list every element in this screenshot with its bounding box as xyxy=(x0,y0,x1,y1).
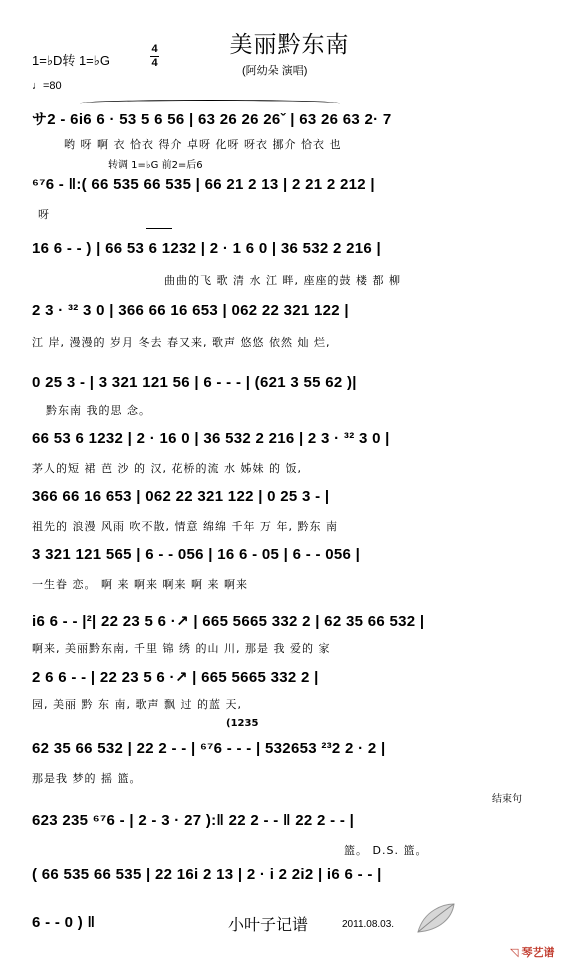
transcription-date: 2011.08.03. xyxy=(342,919,395,930)
time-signature xyxy=(150,44,159,69)
score-line-3: 16 6 - - ) | 66 53 6 1232 | 2 · 1 6 0 | 36 532 2 216 | xyxy=(32,240,382,257)
leaf-icon xyxy=(414,900,458,936)
modulation-annotation: 转调 1=♭G 前2=后6 xyxy=(108,160,203,171)
score-line-11: 62 35 66 532 | 22 2 - - | ⁶⁷6 - - - | 532653 ²³2 2 · 2 | xyxy=(32,740,386,757)
lyric-line-5: 黔东南 我的思 念。 xyxy=(46,404,151,417)
score-line-8: 3 321 121 565 | 6 - - 056 | 16 6 - 05 | 6 - - 056 | xyxy=(32,546,361,563)
watermark-text: 琴艺谱 xyxy=(521,947,555,959)
site-watermark xyxy=(510,944,555,960)
singer-credit: (阿幼朵 演唱) xyxy=(242,65,308,77)
lyric-line-12: 篮。 D.S. 篮。 xyxy=(344,844,428,857)
score-line-14: 6 - - 0 ) ‖ xyxy=(32,914,96,931)
bracket-annotation: (1235 xyxy=(226,718,259,729)
lyric-line-9: 啊来, 美丽黔东南, 千里 锦 绣 的山 川, 那是 我 爱的 家 xyxy=(32,642,331,655)
lyric-line-3: 曲曲的飞 歌 清 水 江 畔, 座座的鼓 楼 都 柳 xyxy=(164,274,401,287)
score-line-5: 0 25 3 - | 3 321 121 56 | 6 - - - | (621 3 55 62 )| xyxy=(32,374,357,391)
song-title: 美丽黔东南 xyxy=(229,32,350,58)
key-signature: 1=♭D转 1=♭G xyxy=(32,53,111,68)
lyric-line-6: 茅人的短 裙 芭 沙 的 汉, 花桥的流 水 姊妹 的 饭, xyxy=(32,462,302,475)
score-line-6: 66 53 6 1232 | 2 · 16 0 | 36 532 2 216 | 2 3 · ³² 3 0 | xyxy=(32,430,390,447)
score-line-9: i6 6 - - |²| 22 23 5 6 ·↗ | 665 5665 332 2 | 62 35 66 532 | xyxy=(32,613,425,630)
score-line-12: 623 235 ⁶⁷6 - | 2 - 3 · 27 ):‖ 22 2 - - ‖ 22 2 - - | xyxy=(32,812,355,829)
score-line-4: 2 3 · ³² 3 0 | 366 66 16 653 | 062 22 321 122 | xyxy=(32,302,349,319)
lyric-line-7: 祖先的 浪漫 风雨 吹不散, 情意 绵绵 千年 万 年, 黔东 南 xyxy=(32,520,338,533)
lyric-line-4: 江 岸, 漫漫的 岁月 冬去 春又来, 歌声 悠悠 依然 灿 烂, xyxy=(32,336,331,349)
volta-bracket xyxy=(146,228,172,229)
lyric-line-1: 哟 呀 啊 衣 恰衣 得介 卓呀 化呀 呀衣 挪介 恰衣 也 xyxy=(64,138,342,151)
score-line-1: サ2 - 6i6 6 · 53 5 6 56 | 63 26 26 26ˇ | 63 26 63 2· 7 xyxy=(32,111,392,128)
score-line-7: 366 66 16 653 | 062 22 321 122 | 0 25 3 - | xyxy=(32,488,330,505)
lyric-line-11: 那是我 梦的 摇 篮。 xyxy=(32,772,142,785)
slur-mark xyxy=(80,100,340,107)
score-line-2: ⁶⁷6 - ‖:( 66 535 66 535 | 66 21 2 13 | 2 21 2 212 | xyxy=(32,176,375,193)
watermark-logo-icon: ◹ xyxy=(510,947,519,959)
lyric-line-8: 一生眷 恋。 啊 来 啊来 啊来 啊 来 啊来 xyxy=(32,578,248,591)
time-signature-bottom: 4 xyxy=(151,57,158,69)
transcriber-credit: 小叶子记谱 xyxy=(228,915,309,934)
tempo-marking: ♩=80 xyxy=(32,80,62,92)
score-line-10: 2 6 6 - - | 22 23 5 6 ·↗ | 665 5665 332 2 | xyxy=(32,669,319,686)
lyric-line-10: 园, 美丽 黔 东 南, 歌声 飘 过 的蓝 天, xyxy=(32,698,242,711)
lyric-line-2: 呀 xyxy=(38,208,50,221)
time-signature-top: 4 xyxy=(151,43,158,55)
score-line-13: ( 66 535 66 535 | 22 16i 2 13 | 2 · i 2 2i2 | i6 6 - - | xyxy=(32,866,382,883)
ending-annotation: 结束句 xyxy=(492,794,522,805)
